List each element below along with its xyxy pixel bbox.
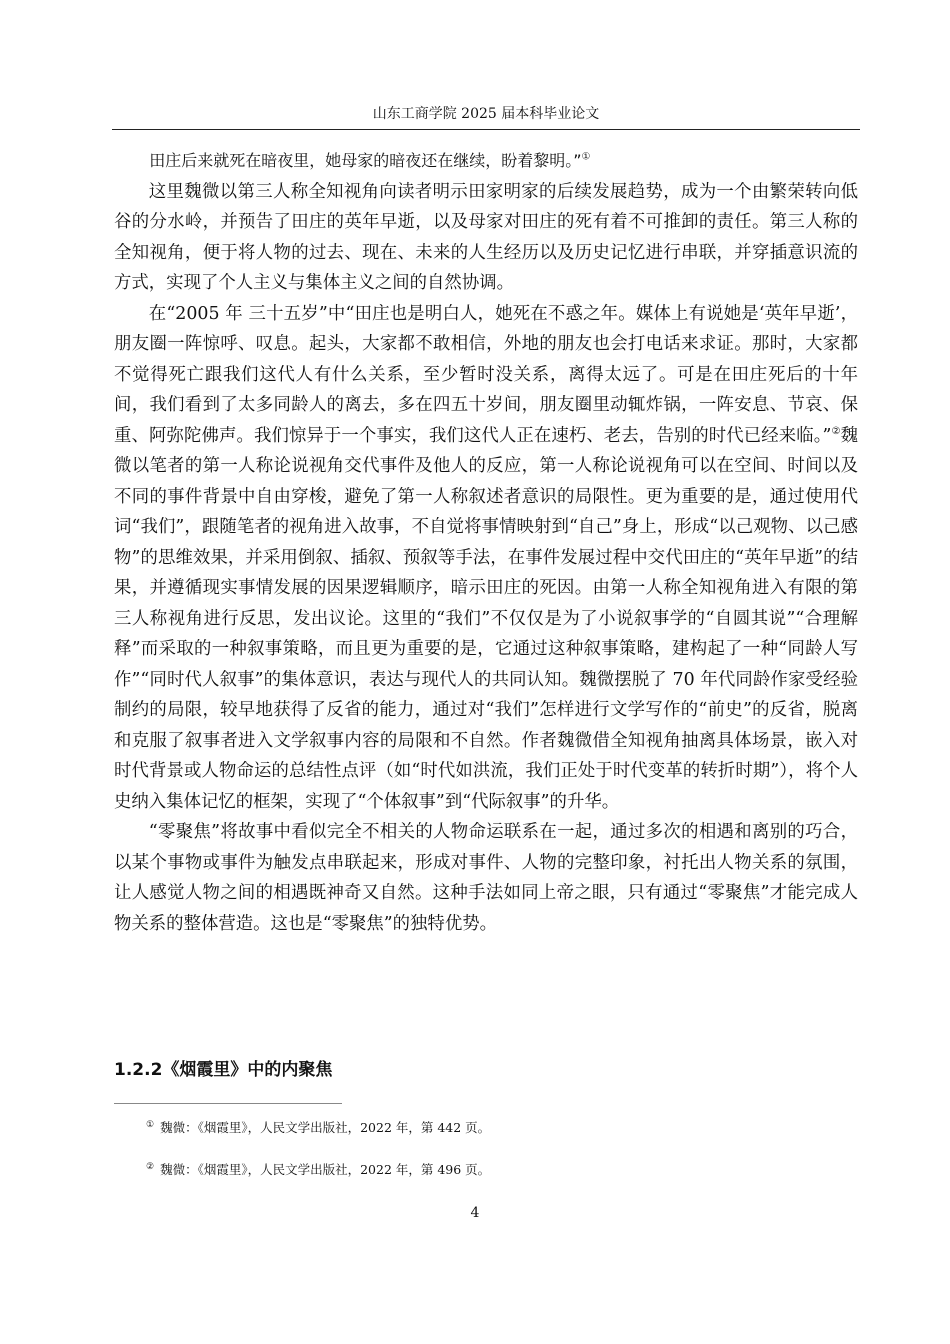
section-heading: 1.2.2《烟霞里》中的内聚焦	[114, 1060, 333, 1080]
footnote-2-mark: ②	[146, 1162, 155, 1172]
quote-paragraph	[114, 146, 858, 177]
quote-text: 田庄后来就死在暗夜里，她母家的暗夜还在继续，盼着黎明。”	[149, 151, 582, 170]
header-rule	[112, 129, 860, 130]
paragraph-2-quote: 在“2005 年 三十五岁”中“田庄也是明白人，她死在不惑之年。媒体上有说她是‘英年早逝’，朋友圈一阵惊呼、叹息。起头，大家都不敢相信，外地的朋友也会打电话来求证。那时，大家都不觉得死亡跟我们这代人有什么关系，至少暂时没关系，离得太远了。可是在田庄死后的十年间，我们看到了太多同龄人的离去，多在四五十岁间，朋友圈里动辄炸锅，一阵安息、节哀、保重、阿弥陀佛声。我们惊异于一个事实，我们这代人正在速朽、老去，告别的时代已经来临。”	[114, 303, 858, 446]
footnote-rule	[114, 1103, 342, 1104]
paragraph-3: “零聚焦”将故事中看似完全不相关的人物命运联系在一起，通过多次的相遇和离别的巧合，以某个事物或事件为触发点串联起来，形成对事件、人物的完整印象，衬托出人物关系的氛围，让人感觉人物之间的相遇既神奇又自然。这种手法如同上帝之眼，只有通过“零聚焦”才能完成人物关系的整体营造。这也是“零聚焦”的独特优势。	[114, 822, 858, 934]
page-number: 4	[470, 1205, 480, 1221]
body-text	[114, 146, 858, 939]
footnote-2-text: 魏微：《烟霞里》，人民文学出版社，2022 年，第 496 页。	[160, 1162, 491, 1178]
footnote-1-text: 魏微：《烟霞里》，人民文学出版社，2022 年，第 442 页。	[160, 1120, 491, 1136]
footnote-ref-1[interactable]: ①	[581, 151, 591, 163]
footnote-1	[146, 1116, 490, 1137]
footnote-1-mark: ①	[146, 1120, 155, 1130]
paragraph-2-analysis: 魏微以笔者的第一人称论说视角交代事件及他人的反应，第一人称论说视角可以在空间、时间以及不同的事件背景中自由穿梭，避免了第一人称叙述者意识的局限性。更为重要的是，通过使用代词“我们”，跟随笔者的视角进入故事，不自觉将事情映射到“自己”身上，形成“以己观物、以己感物”的思维效果，并采用倒叙、插叙、预叙等手法，在事件发展过程中交代田庄的“英年早逝”的结果，并遵循现实事情发展的因果逻辑顺序，暗示田庄的死因。由第一人称全知视角进入有限的第三人称视角进行反思，发出议论。这里的“我们”不仅仅是为了小说叙事学的“自圆其说”“合理解释”而采取的一种叙事策略，而且更为重要的是，它通过这种叙事策略，建构起了一种“同龄人写作”“同时代人叙事”的集体意识，表达与现代人的共同认知。魏微摆脱了 70 年代同龄作家受经验制约的局限，较早地获得了反省的能力，通过对“我们”怎样进行文学写作的“前史”的反省，脱离和克服了叙事者进入文学叙事内容的局限和不自然。作者魏微借全知视角抽离具体场景，嵌入对时代背景或人物命运的总结性点评（如“时代如洪流，我们正处于时代变革的转折时期”），将个人史纳入集体记忆的框架，实现了“个体叙事”到“代际叙事”的升华。	[114, 425, 858, 812]
running-header: 山东工商学院 2025 届本科毕业论文	[372, 106, 600, 122]
paragraph-1: 这里魏微以第三人称全知视角向读者明示田家明家的后续发展趋势，成为一个由繁荣转向低谷的分水岭，并预告了田庄的英年早逝，以及母家对田庄的死有着不可推卸的责任。第三人称的全知视角，便于将人物的过去、现在、未来的人生经历以及历史记忆进行串联，并穿插意识流的方式，实现了个人主义与集体主义之间的自然协调。	[114, 181, 858, 293]
paragraph-2	[114, 299, 858, 818]
footnote-2	[146, 1158, 490, 1179]
footnote-ref-2[interactable]: ②	[831, 425, 841, 437]
